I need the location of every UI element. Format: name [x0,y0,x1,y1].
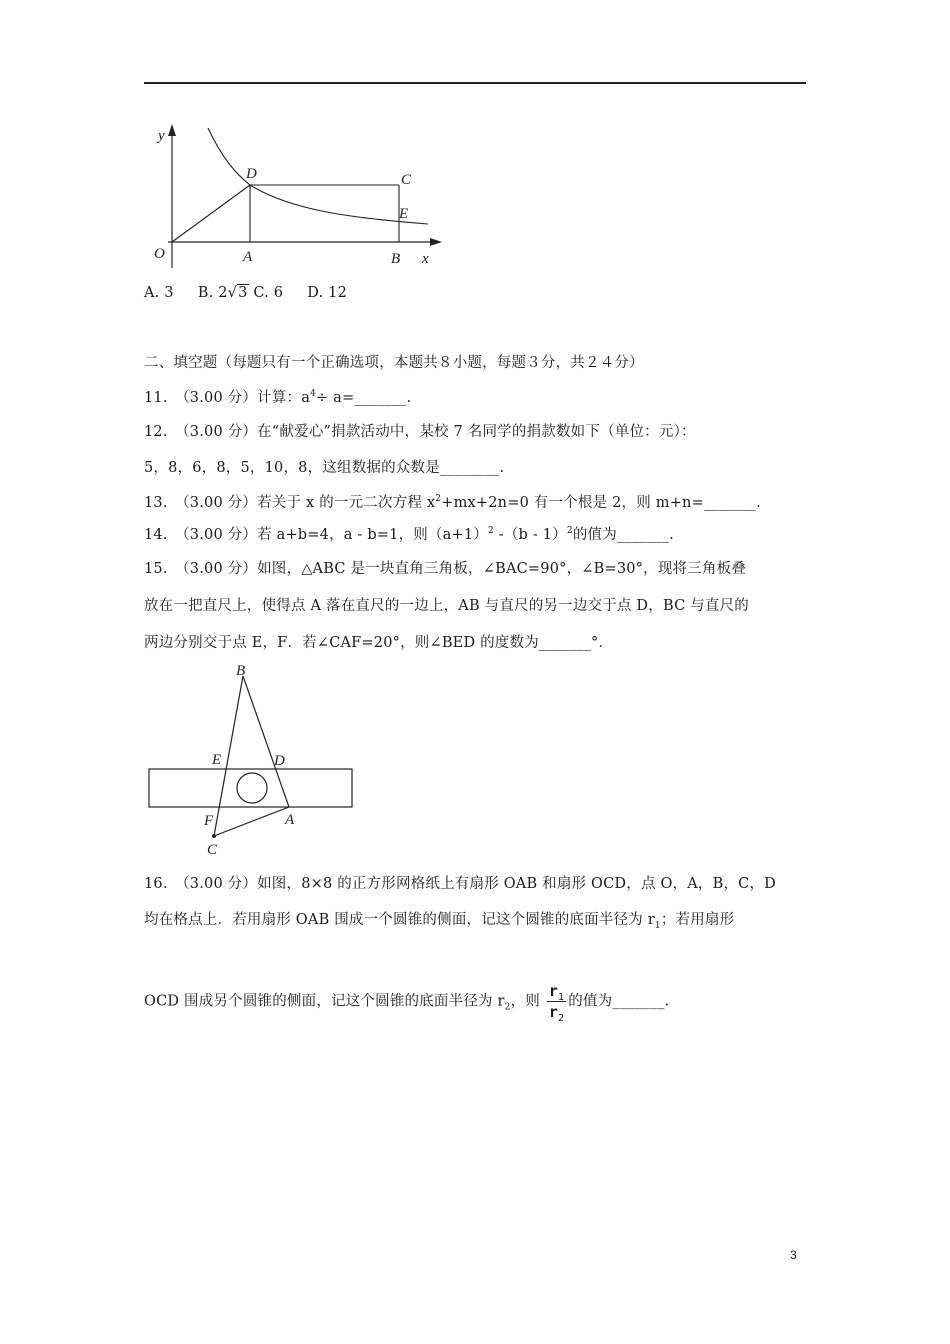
sqrt-symbol: √3 [227,285,248,301]
coordinate-figure [140,118,450,273]
option-b: B. 2√3 [197,285,248,301]
label-c: C [207,842,218,858]
label-a: A [285,812,295,828]
side-ca [214,807,289,836]
label-o: O [154,246,165,262]
label-y: y [158,128,165,144]
label-b: B [236,663,246,679]
option-a: A. 3 [144,285,174,301]
segment-od [172,185,250,242]
label-a: A [243,249,253,265]
x-axis-arrow [430,238,442,246]
triangle-ruler-figure [140,660,370,860]
y-axis-arrow [168,124,176,136]
label-x: x [422,251,429,267]
section-heading: 二、填空题（每题只有一个正确选项，本题共８小题，每题３分，共２４分） [144,355,644,371]
question-13: 13. （3.00 分）若关于 x 的一元二次方程 $x^2+mx+2n=0$ 有一个根是 2，则 m+n=_______. [144,494,761,511]
header-rule [144,82,806,84]
ruler-hole [237,773,267,803]
side-ba [243,676,289,807]
label-d: D [246,166,257,182]
hyperbola-curve [208,128,428,224]
label-d: D [274,753,285,769]
question-15-line-1: 15. （3.00 分）如图，△ABC 是一块直角三角板，∠BAC=90°，∠B=30°，现将三角板叠 [144,561,747,577]
label-f: F [204,813,214,829]
question-12-line-1: 12. （3.00 分）在“献爱心”捐款活动中，某校 7 名同学的捐款数如下（单位：元）： [144,424,696,440]
label-e: E [399,206,409,222]
question-16-line-1: 16. （3.00 分）如图，8×8 的正方形网格纸上有扇形 OAB 和扇形 OCD，点 O，A，B，C，D [144,876,777,892]
fraction-r1-r2: $\frac{r_1}{r_2}$ [548,982,565,1024]
question-16-line-3: OCD 围成另个圆锥的侧面，记这个圆锥的底面半径为 $r_2$，则 $\frac{r_1}{r_2}$ 的值为_______. [144,982,670,1024]
label-b: B [391,251,401,267]
label-e: E [212,752,222,768]
label-c: C [401,172,412,188]
question-16-line-2: 均在格点上．若用扇形 OAB 围成一个圆锥的侧面，记这个圆锥的底面半径为 $r_1$；若用扇形 [144,912,735,931]
q10-options [144,285,347,301]
question-15-line-2: 放在一把直尺上，使得点 A 落在直尺的一边上，AB 与直尺的另一边交于点 D，BC 与直尺的 [144,598,749,614]
page-number: 3 [790,1248,797,1262]
question-15-line-3: 两边分别交于点 E，F．若∠CAF=20°，则∠BED 的度数为_______°． [144,635,614,651]
question-12-line-2: 5，8，6，8，5，10，8，这组数据的众数是________. [144,460,505,476]
point-c [212,834,216,838]
ruler [149,769,352,807]
question-14: 14. （3.00 分）若 a+b=4，a - b=1，则$(a+1)^2$ -（b - 1）$^2$的值为_______. [144,526,674,543]
option-c: C. 6 [253,285,284,301]
option-d: D. 12 [307,285,348,301]
question-11: 11. （3.00 分）计算：$a^4\div$ a=_______. [144,389,412,406]
